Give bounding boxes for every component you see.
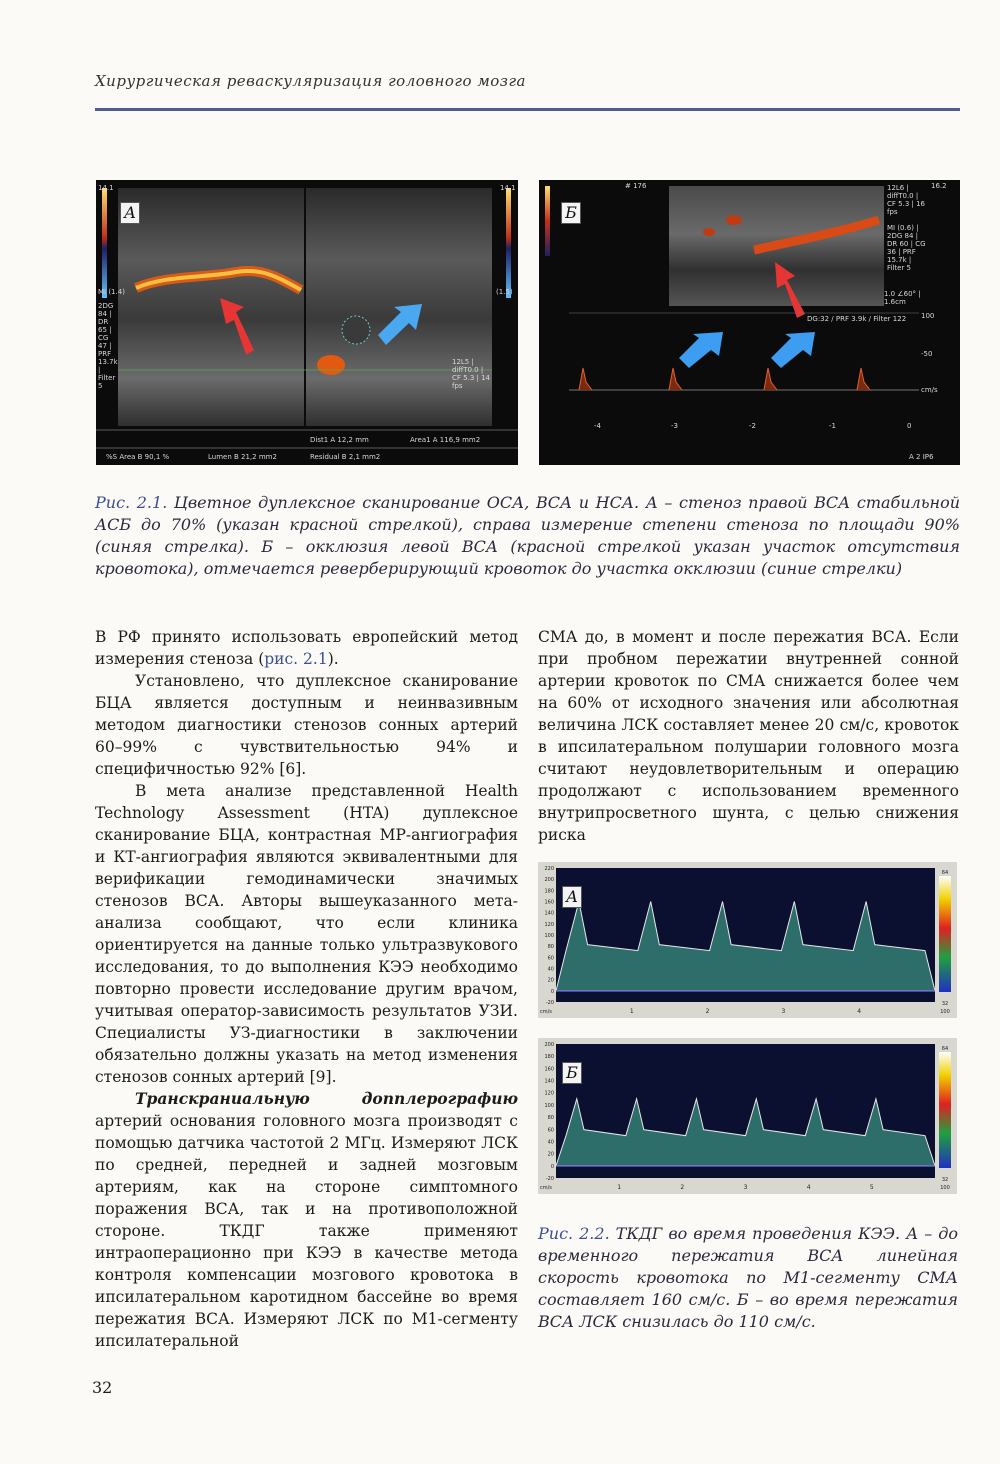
- mode-label: A 2 IP6: [909, 453, 934, 461]
- figure-2-2-panel-b: [538, 1038, 957, 1194]
- x-tick-label: 1: [617, 1184, 622, 1191]
- measurement-s-area: %S Area B 90,1 %: [106, 453, 170, 461]
- y-tick-label: 60: [547, 955, 554, 962]
- running-header: Хирургическая реваскуляризация головного мозга: [95, 72, 526, 90]
- x-tick-label: 2: [705, 1008, 710, 1015]
- paragraph: [95, 626, 518, 670]
- y-tick-label: 120: [544, 1090, 554, 1097]
- x-tick-label: 3: [743, 1184, 748, 1191]
- y-tick-label: 80: [547, 1115, 554, 1122]
- y-tick-label: 0: [550, 988, 554, 995]
- y-tick-label: 140: [544, 910, 554, 917]
- scale-end-label: 100: [940, 1009, 950, 1015]
- doppler-scale-50: -50: [921, 350, 933, 358]
- y-tick-label: -20: [545, 1000, 554, 1006]
- color-scale-min: 32: [941, 1177, 949, 1183]
- header-rule: [95, 108, 960, 111]
- x-tick-label: 1: [629, 1008, 634, 1015]
- figure-2-1-panel-a: [96, 180, 518, 465]
- y-tick-label: 120: [544, 921, 554, 928]
- measurement-lumen: Lumen B 21,2 mm2: [208, 453, 277, 461]
- x-tick-label: 4: [806, 1184, 811, 1191]
- y-tick-label: 20: [547, 977, 554, 984]
- y-tick-label: 100: [544, 1102, 554, 1109]
- y-tick-label: 0: [550, 1163, 554, 1170]
- y-tick-label: 140: [544, 1078, 554, 1085]
- unit-label: cm/s: [540, 1009, 552, 1015]
- doppler-info: DG:32 / PRF 3.9k / Filter 122: [807, 315, 907, 323]
- figure-2-1-panel-b: [539, 180, 960, 465]
- figure-2-2-caption-label: Рис. 2.2.: [538, 1224, 610, 1243]
- color-scale-max: 64: [941, 1046, 949, 1052]
- paragraph-text: артерий основания головного мозга производят с помощью датчика частотой 2 МГц. Измеряют ЛСК по средней, передней и задней мозговым артериям, как на стороне симптомного поражения ВСА, так и на противоположной стороне. ТКДГ также применяют интраоперационно при КЭЭ в качестве метода контроля компенсации мозгового кровотока в ипсилатеральном каротидном бассейне во время пережатия ВСА. Измеряют ЛСК по М1-сегменту ипсилатеральной: [95, 1112, 518, 1350]
- bold-term: Транскраниальную допплерографию: [135, 1089, 518, 1108]
- paragraph: [95, 1088, 518, 1352]
- y-tick-label: 220: [544, 866, 554, 872]
- color-scale-max: 64: [941, 870, 949, 876]
- time-tick: 0: [907, 422, 912, 430]
- y-tick-label: 200: [544, 877, 554, 884]
- doppler-spectrum-a: [538, 862, 957, 1018]
- imaging-params-b: MI (0.6) | 2DG 84 | DR 60 | CG 36 | PRF 15.7k | Filter 5: [887, 224, 926, 272]
- page-number: 32: [92, 1378, 113, 1397]
- figure-2-2-caption-text: ТКДГ во время проведения КЭЭ. А – до временного пережатия ВСА линейная скорость кровотока по М1-сегменту СМА составляет 160 см/с. Б – во время пережатия ВСА ЛСК снизилась до 110 см/с.: [538, 1224, 958, 1331]
- time-tick: -1: [829, 422, 836, 430]
- figure-2-2-panel-a: [538, 862, 957, 1018]
- body-column-right: [538, 626, 959, 846]
- measurement-residual: Residual B 2,1 mm2: [310, 453, 381, 461]
- figure-2-1-caption: [95, 492, 960, 580]
- ultrasound-image-a: [96, 180, 518, 465]
- frame-number: # 176: [625, 182, 647, 190]
- y-tick-label: 100: [544, 933, 554, 939]
- x-tick-label: 3: [781, 1008, 786, 1015]
- y-tick-label: 200: [544, 1042, 554, 1048]
- panel-label-b: Б: [561, 202, 581, 224]
- angle-info: 1.0 ∠60° | 1.6cm: [884, 290, 921, 306]
- y-tick-label: 160: [544, 899, 554, 906]
- right-scale: (1.5): [496, 288, 513, 296]
- scale-max-b: 16.2: [931, 182, 947, 190]
- x-tick-label: 4: [857, 1008, 862, 1015]
- time-tick: -3: [671, 422, 678, 430]
- panel-label-a: А: [120, 202, 140, 224]
- y-tick-label: 180: [544, 888, 554, 895]
- time-tick: -4: [594, 422, 601, 430]
- color-scale-bar: [939, 876, 951, 992]
- time-tick: -2: [749, 422, 756, 430]
- figure-2-1-caption-text: Цветное дуплексное сканирование ОСА, ВСА и НСА. А – стеноз правой ВСА стабильной АСБ до 70% (указан красной стрелкой), справа измерение степени стеноза по площади 90% (синяя стрелка). Б – окклюзия левой ВСА (красной стрелкой указан участок отсутствия кровотока), отмечается реверберирующий кровоток до участка окклюзии (синие стрелки): [95, 493, 960, 578]
- y-tick-label: 60: [547, 1127, 554, 1134]
- doppler-scale-100: 100: [921, 312, 935, 320]
- x-tick-label: 5: [869, 1184, 874, 1191]
- y-tick-label: 80: [547, 944, 554, 951]
- color-scale-bar: [939, 1052, 951, 1168]
- scale-end-label: 100: [940, 1185, 950, 1191]
- scale-max-right: 14.1: [500, 184, 516, 192]
- paragraph-text: ).: [327, 650, 339, 668]
- measurement-dist: Dist1 A 12,2 mm: [310, 436, 369, 444]
- panel-label-a: А: [562, 886, 582, 908]
- paragraph: В мета анализе представленной Health Technology Assessment (HTA) дуплексное сканирование БЦА, контрастная МР-ангиография и КТ-ангиография являются эквивалентными для верификации гемодинамически значимых стенозов ВСА. Авторы вышеуказанного мета-анализа сообщают, что если клиника ориентируется на данные только ультразвукового исследования, то до выполнения КЭЭ необходимо повторно провести исследование другим врачом, учитывая оператор-зависимость результатов УЗИ. Специалисты УЗ-диагностики в заключении обязательно должны указать на метод изменения стенозов сонных артерий [9].: [95, 782, 518, 1086]
- x-tick-label: 2: [680, 1184, 685, 1191]
- color-scale-min: 32: [941, 1001, 949, 1007]
- mi-value: MI (1.4): [98, 288, 125, 296]
- unit-label: cm/s: [540, 1185, 552, 1191]
- doppler-unit: cm/s: [921, 386, 938, 394]
- paragraph-text: В РФ принято использовать европейский метод измерения стеноза (: [95, 628, 518, 668]
- probe-info: 12L5 | diffT0.0 | CF 5.3 | 14 fps: [452, 358, 490, 390]
- doppler-spectrum-b: [538, 1038, 957, 1194]
- y-tick-label: 160: [544, 1066, 554, 1073]
- body-column-left: [95, 626, 518, 1352]
- figure-2-2-caption: [538, 1223, 958, 1333]
- y-tick-label: 40: [547, 1139, 554, 1146]
- figure-2-1-caption-label: Рис. 2.1.: [95, 493, 168, 512]
- paragraph: СМА до, в момент и после пережатия ВСА. Если при пробном пережатии внутренней сонной артерии кровоток по СМА снижается более чем на 60% от исходного значения или абсолютная величина ЛСК составляет менее 20 см/с, кровоток в ипсилатеральном полушарии головного мозга считают неудовлетворительным и операцию продолжают с использованием временного внутрипросветного шунта, с целью снижения риска: [538, 628, 959, 844]
- scale-max: 14.1: [98, 184, 114, 192]
- figure-reference[interactable]: рис. 2.1: [264, 650, 328, 668]
- imaging-params: 2DG 84 | DR 65 | CG 47 | PRF 13.7k | Filter 5: [98, 302, 118, 390]
- measurement-area: Area1 A 116,9 mm2: [410, 436, 481, 444]
- y-tick-label: -20: [545, 1176, 554, 1182]
- y-tick-label: 40: [547, 966, 554, 973]
- probe-info-b: 12L6 | diffT0.0 | CF 5.3 | 16 fps: [887, 184, 925, 216]
- y-tick-label: 180: [544, 1054, 554, 1061]
- paragraph: Установлено, что дуплексное сканирование БЦА является доступным и неинвазивным методом диагностики стенозов сонных артерий 60–99% с чувствительностью 94% и специфичностью 92% [6].: [95, 672, 518, 778]
- y-tick-label: 20: [547, 1151, 554, 1158]
- panel-label-b: Б: [562, 1062, 582, 1084]
